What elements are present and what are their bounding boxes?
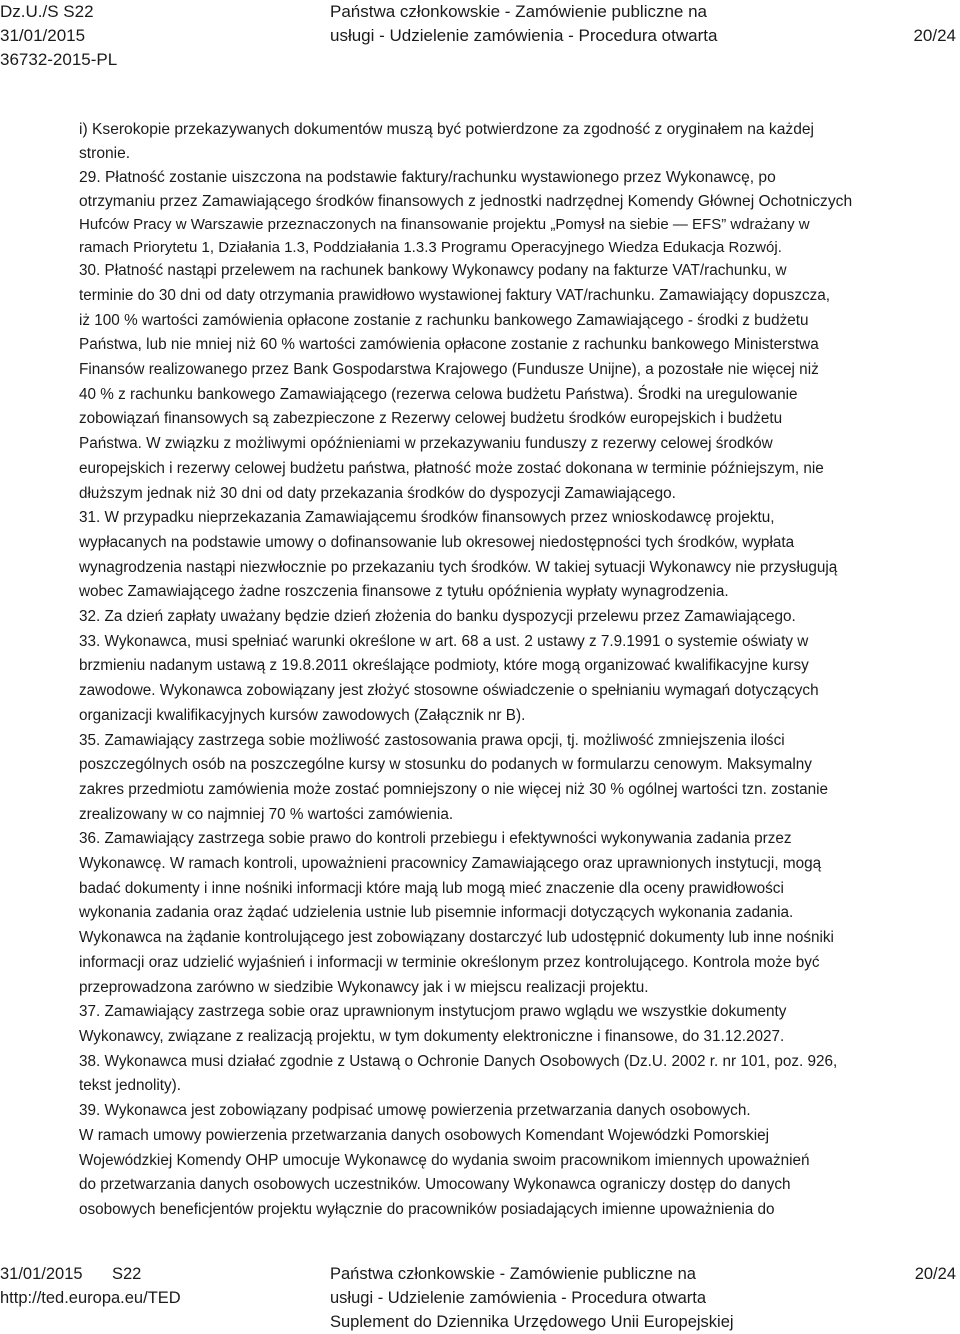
- body-line: organizacji kwalifikacyjnych kursów zawodowych (Załącznik nr B).: [79, 706, 526, 724]
- header-left: [0, 0, 117, 72]
- body-line: dłuższym jednak niż 30 dni od daty przekazania środków do dyspozycji Zamawiającego.: [79, 484, 676, 502]
- header-page-number: 20/24: [913, 26, 956, 45]
- body-line: tekst jednolity).: [79, 1077, 182, 1095]
- body-line: ramach Priorytetu 1, Działania 1.3, Poddziałania 1.3.3 Programu Operacyjnego Wiedza Edukacja Rozwój.: [79, 238, 782, 256]
- header-center: [330, 0, 717, 48]
- body-line: Wykonawcę. W ramach kontroli, upoważnieni pracownicy Zamawiającego oraz uprawnionych instytucji, mogą: [79, 855, 822, 873]
- body-line: osobowych beneficjentów projektu wyłącznie do pracowników posiadających imienne upoważnienia do: [79, 1200, 775, 1218]
- footer-left: [0, 1262, 181, 1310]
- footer-category-line-2: usługi - Udzielenie zamówienia - Procedura otwarta: [330, 1289, 707, 1307]
- header-category-line-1: Państwa członkowskie - Zamówienie publiczne na: [330, 2, 708, 21]
- footer-center: [330, 1262, 734, 1334]
- footer-date: 31/01/2015: [0, 1265, 83, 1283]
- body-line: 35. Zamawiający zastrzega sobie możliwość zastosowania prawa opcji, tj. możliwość zmniejszenia ilości: [79, 731, 785, 749]
- footer-series: S22: [112, 1265, 142, 1283]
- body-line: 29. Płatność zostanie uiszczona na podstawie faktury/rachunku wystawionego przez Wykonawcę, po: [79, 169, 776, 186]
- body-line: Wykonawcy, związane z realizacją projektu, w tym dokumenty elektroniczne i finansowe, do 31.12.2027.: [79, 1027, 785, 1045]
- body-line: zobowiązań finansowych są zabezpieczone z Rezerwy celowej budżetu środków europejskich i budżetu: [79, 410, 783, 428]
- body-line: 39. Wykonawca jest zobowiązany podpisać umowę powierzenia przetwarzania danych osobowych.: [79, 1102, 751, 1120]
- body-line: iż 100 % wartości zamówienia opłacone zostanie z rachunku bankowego Zamawiającego - środki z budżetu: [79, 311, 809, 329]
- body-line: wypłacanych na podstawie umowy o dofinansowanie lub okresowej niedostępności tych środków, wypłata: [79, 533, 795, 551]
- body-line: stronie.: [79, 145, 131, 162]
- body-line: wykonania zadania oraz żądać udzielenia ustnie lub pisemnie informacji dotyczących wykonania zadania.: [79, 904, 794, 922]
- body-line: 38. Wykonawca musi działać zgodnie z Ustawą o Ochronie Danych Osobowych (Dz.U. 2002 r. nr 101, poz. 926,: [79, 1052, 838, 1070]
- footer-category-line-1: Państwa członkowskie - Zamówienie publiczne na: [330, 1265, 696, 1283]
- body-line: zrealizowany w co najmniej 70 % wartości zamówienia.: [79, 805, 454, 823]
- body-line: 32. Za dzień zapłaty uważany będzie dzień złożenia do banku dyspozycji przelewu przez Zamawiającego.: [79, 608, 796, 626]
- body-line: zawodowe. Wykonawca zobowiązany jest złożyć stosowne oświadczenie o spełnianiu wymagań dotyczących: [79, 682, 819, 700]
- body-line: informacji oraz udzielić wyjaśnień i informacji w terminie określonym przez kontrolującego. Kontrola może być: [79, 953, 820, 971]
- body-line: 30. Płatność nastąpi przelewem na rachunek bankowy Wykonawcy podany na fakturze VAT/rachunku, w: [79, 262, 787, 280]
- body-line: wobec Zamawiającego żadne roszczenia finansowe z tytułu opóźnienia wypłaty wynagrodzenia.: [79, 583, 729, 601]
- body-line: i) Kserokopie przekazywanych dokumentów muszą być potwierdzone za zgodność z oryginałem na każdej: [79, 121, 815, 138]
- body-line: Wykonawca na żądanie kontrolującego jest zobowiązany dostarczyć lub udostępnić dokumenty lub inne nośniki: [79, 929, 834, 947]
- body-line: badać dokumenty i inne nośniki informacji które mają lub mogą mieć znaczenie dla oceny prawidłowości: [79, 879, 784, 897]
- header-category-line-2: usługi - Udzielenie zamówienia - Procedura otwarta: [330, 26, 718, 45]
- body-line: Wojewódzkiej Komendy OHP umocuje Wykonawcę do wydania swoim pracownikom imiennych upoważnień: [79, 1151, 810, 1169]
- body-line: 31. W przypadku nieprzekazania Zamawiającemu środków finansowych przez wnioskodawcę projektu,: [79, 509, 775, 527]
- body-line: 40 % z rachunku bankowego Zamawiającego (rezerwa celowa budżetu Państwa). Środki na uregulowanie: [79, 385, 798, 403]
- body-line: europejskich i rezerwy celowej budżetu państwa, płatność może zostać dokonana w terminie późniejszym, nie: [79, 459, 824, 477]
- body-line: 36. Zamawiający zastrzega sobie prawo do kontroli przebiegu i efektywności wykonywania zadania przez: [79, 830, 792, 848]
- body-line: zakres przedmiotu zamówienia może zostać pomniejszony o nie więcej niż 30 % ogólnej wartości tzn. zostanie: [79, 780, 829, 798]
- body-line: Hufców Pracy w Warszawie przeznaczonych na finansowanie projektu „Pomysł na siebie — EFS” wdrażany w: [79, 216, 810, 233]
- notice-number: 36732-2015-PL: [0, 50, 118, 69]
- body-line: Państwa. W związku z możliwymi opóźnieniami w przekazywaniu funduszy z rezerwy celowej środków: [79, 435, 773, 453]
- body-line: otrzymaniu przez Zamawiającego środków finansowych z jednostki nadrzędnej Komendy Głównej Ochotniczych: [79, 193, 853, 210]
- body-line: brzmieniu nadanym ustawą z 19.8.2011 określające podmioty, które mogą organizować kwalifikacyjne kursy: [79, 657, 809, 675]
- footer-url: http://ted.europa.eu/TED: [0, 1289, 181, 1307]
- footer-supplement: Suplement do Dziennika Urzędowego Unii Europejskiej: [330, 1313, 734, 1331]
- body-line: Finansów realizowanego przez Bank Gospodarstwa Krajowego (Fundusze Unijne), a pozostałe nie więcej niż: [79, 361, 819, 378]
- publication-date: 31/01/2015: [0, 26, 86, 45]
- body-line: W ramach umowy powierzenia przetwarzania danych osobowych Komendant Wojewódzki Pomorskiej: [79, 1126, 770, 1144]
- body-line: przeprowadzona zarówno w siedzibie Wykonawcy jak i w miejscu realizacji projektu.: [79, 978, 649, 996]
- body-line: Państwa, lub nie mniej niż 60 % wartości zamówienia opłacone zostanie z rachunku bankowego Ministerstwa: [79, 336, 819, 354]
- body-line: 37. Zamawiający zastrzega sobie oraz uprawnionym instytucjom prawo wglądu we wszystkie dokumenty: [79, 1003, 787, 1021]
- body-line: do przetwarzania danych osobowych uczestników. Umocowany Wykonawca ograniczy dostęp do danych: [79, 1176, 791, 1194]
- journal-ref: Dz.U./S S22: [0, 2, 94, 21]
- body-line: poszczególnych osób na poszczególne kursy w stosunku do podanych w formularzu cenowym. Maksymalny: [79, 756, 812, 774]
- body-line: terminie do 30 dni od daty otrzymania prawidłowo wystawionej faktury VAT/rachunku. Zamawiający dopuszcza,: [79, 286, 831, 304]
- footer-page-number: 20/24: [914, 1265, 956, 1283]
- body-line: 33. Wykonawca, musi spełniać warunki określone w art. 68 a ust. 2 ustawy z 7.9.1991 o systemie oświaty w: [79, 632, 809, 650]
- body-line: wynagrodzenia nastąpi niezwłocznie po przekazaniu tych środków. W takiej sytuacji Wykonawcy nie przysługują: [79, 558, 838, 576]
- document-body: [79, 118, 957, 1223]
